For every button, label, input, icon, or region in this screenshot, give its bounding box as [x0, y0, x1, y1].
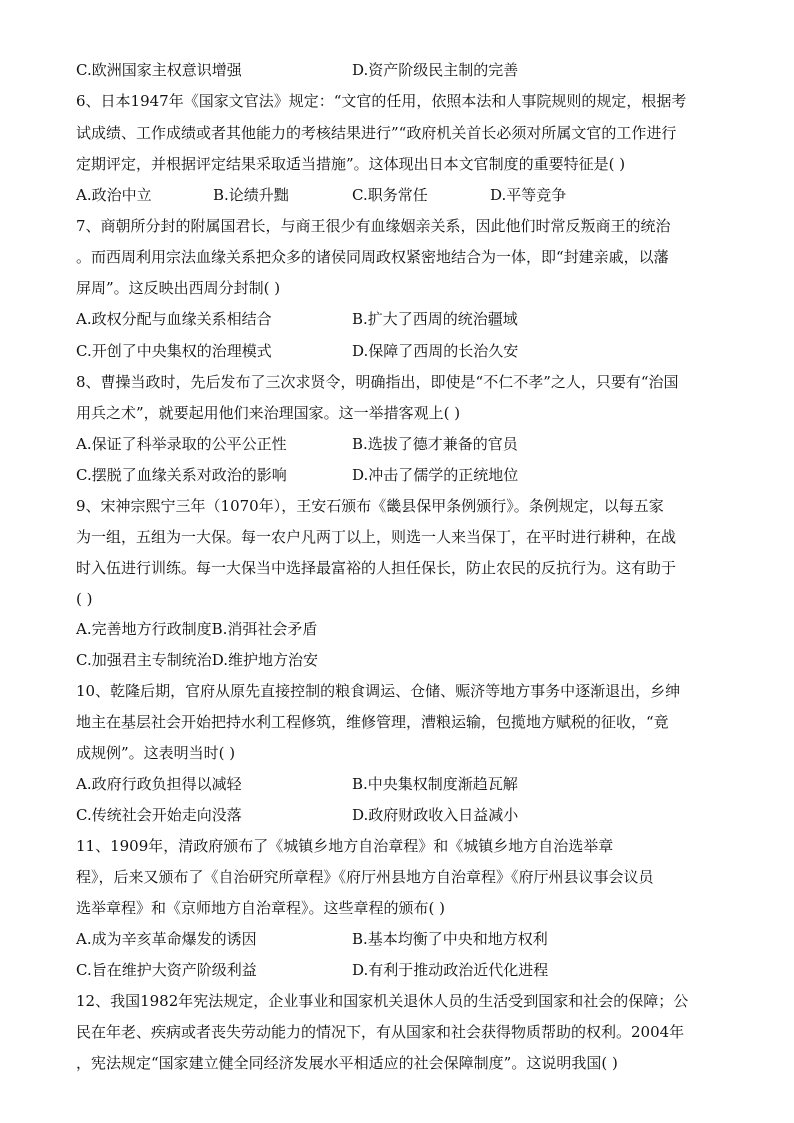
option-b: B.选拔了德才兼备的官员	[352, 435, 518, 453]
option-c: C.传统社会开始走向没落	[76, 806, 242, 824]
question-8-line-1: 8、曹操当政时，先后发布了三次求贤令，明确指出，即使是“不仁不孝”之人，只要有“治国	[76, 373, 679, 391]
option-b: B.论绩升黜	[213, 186, 289, 204]
option-d: D.保障了西周的长治久安	[352, 342, 519, 360]
option-a: A.政权分配与血缘关系相结合	[76, 310, 272, 328]
question-10-line-1: 10、乾隆后期，官府从原先直接控制的粮食调运、仓储、赈济等地方事务中逐渐退出，乡绅	[76, 682, 681, 700]
option-a: A.政治中立	[76, 186, 152, 204]
option-d: D.资产阶级民主制的完善	[352, 61, 519, 79]
question-6-line-1: 6、日本1947年《国家文官法》规定：“文官的任用，依照本法和人事院规则的规定，根据考	[76, 92, 687, 110]
question-9-line-2: 为一组，五组为一大保。每一农户凡两丁以上，则选一人来当保丁，在平时进行耕种，在战	[76, 528, 677, 546]
question-9-options-2: C.加强君主专制统治D.维护地方治安	[76, 651, 318, 669]
option-c: C.开创了中央集权的治理模式	[76, 342, 272, 360]
question-11-line-1: 11、1909年，清政府颁布了《城镇乡地方自治章程》和《城镇乡地方自治选举章	[76, 837, 614, 855]
option-a: A.政府行政负担得以减轻	[76, 775, 242, 793]
question-11-line-3: 选举章程》和《京师地方自治章程》。这些章程的颁布( )	[76, 899, 445, 917]
question-6-line-2: 试成绩、工作成绩或者其他能力的考核结果进行”“政府机关首长必须对所属文官的工作进行	[76, 124, 677, 142]
question-8-line-2: 用兵之术”，就要起用他们来治理国家。这一举措客观上( )	[76, 404, 461, 422]
option-b: B.基本均衡了中央和地方权利	[352, 930, 548, 948]
option-b: B.扩大了西周的统治疆域	[352, 310, 518, 328]
option-d: D.冲击了儒学的正统地位	[352, 466, 519, 484]
option-d: D.政府财政收入日益减小	[352, 806, 519, 824]
question-11-line-2: 程》，后来又颁布了《自治研究所章程》《府厅州县地方自治章程》《府厅州县议事会议员	[76, 868, 654, 886]
question-9-line-1: 9、宋神宗熙宁三年（1070年），王安石颁布《畿县保甲条例颁行》。条例规定，以每五家	[76, 497, 664, 515]
question-9-line-3: 时入伍进行训练。每一大保当中选择最富裕的人担任保长，防止农民的反抗行为。这有助于	[76, 559, 677, 577]
option-a: A.保证了科举录取的公平公正性	[76, 435, 287, 453]
question-10-line-2: 地主在基层社会开始把持水利工程修筑，维修管理，漕粮运输，包揽地方赋税的征收，“竟	[76, 713, 669, 731]
question-7-line-2: 。而西周利用宗法血缘关系把众多的诸侯同周政权紧密地结合为一体，即“封建亲戚，以藩	[76, 248, 669, 266]
question-9-line-4: ( )	[76, 590, 93, 608]
option-c: C.旨在维护大资产阶级利益	[76, 961, 257, 979]
question-7-line-1: 7、商朝所分封的附属国君长，与商王很少有血缘姻亲关系，因此他们时常反叛商王的统治	[76, 217, 671, 235]
question-12-line-3: ，宪法规定“国家建立健全同经济发展水平相适应的社会保障制度”。这说明我国( )	[76, 1054, 618, 1072]
option-c: C.职务常任	[352, 186, 428, 204]
question-9-options-1: A.完善地方行政制度B.消弭社会矛盾	[76, 620, 318, 638]
option-b: B.中央集权制度渐趋瓦解	[352, 775, 518, 793]
question-12-line-1: 12、我国1982年宪法规定，企业事业和国家机关退休人员的生活受到国家和社会的保障；公	[76, 992, 689, 1010]
question-10-line-3: 成规例”。这表明当时( )	[76, 744, 236, 762]
option-d: D.有利于推动政治近代化进程	[352, 961, 549, 979]
option-a: A.成为辛亥革命爆发的诱因	[76, 930, 257, 948]
option-d: D.平等竞争	[490, 186, 567, 204]
option-c: C.摆脱了血缘关系对政治的影响	[76, 466, 287, 484]
question-7-line-3: 屏周”。这反映出西周分封制( )	[76, 279, 281, 297]
option-c: C.欧洲国家主权意识增强	[76, 61, 242, 79]
question-6-line-3: 定期评定，并根据评定结果采取适当措施”。这体现出日本文官制度的重要特征是( )	[76, 155, 626, 173]
question-12-line-2: 民在年老、疾病或者丧失劳动能力的情况下，有从国家和社会获得物质帮助的权利。2004年	[76, 1023, 685, 1041]
